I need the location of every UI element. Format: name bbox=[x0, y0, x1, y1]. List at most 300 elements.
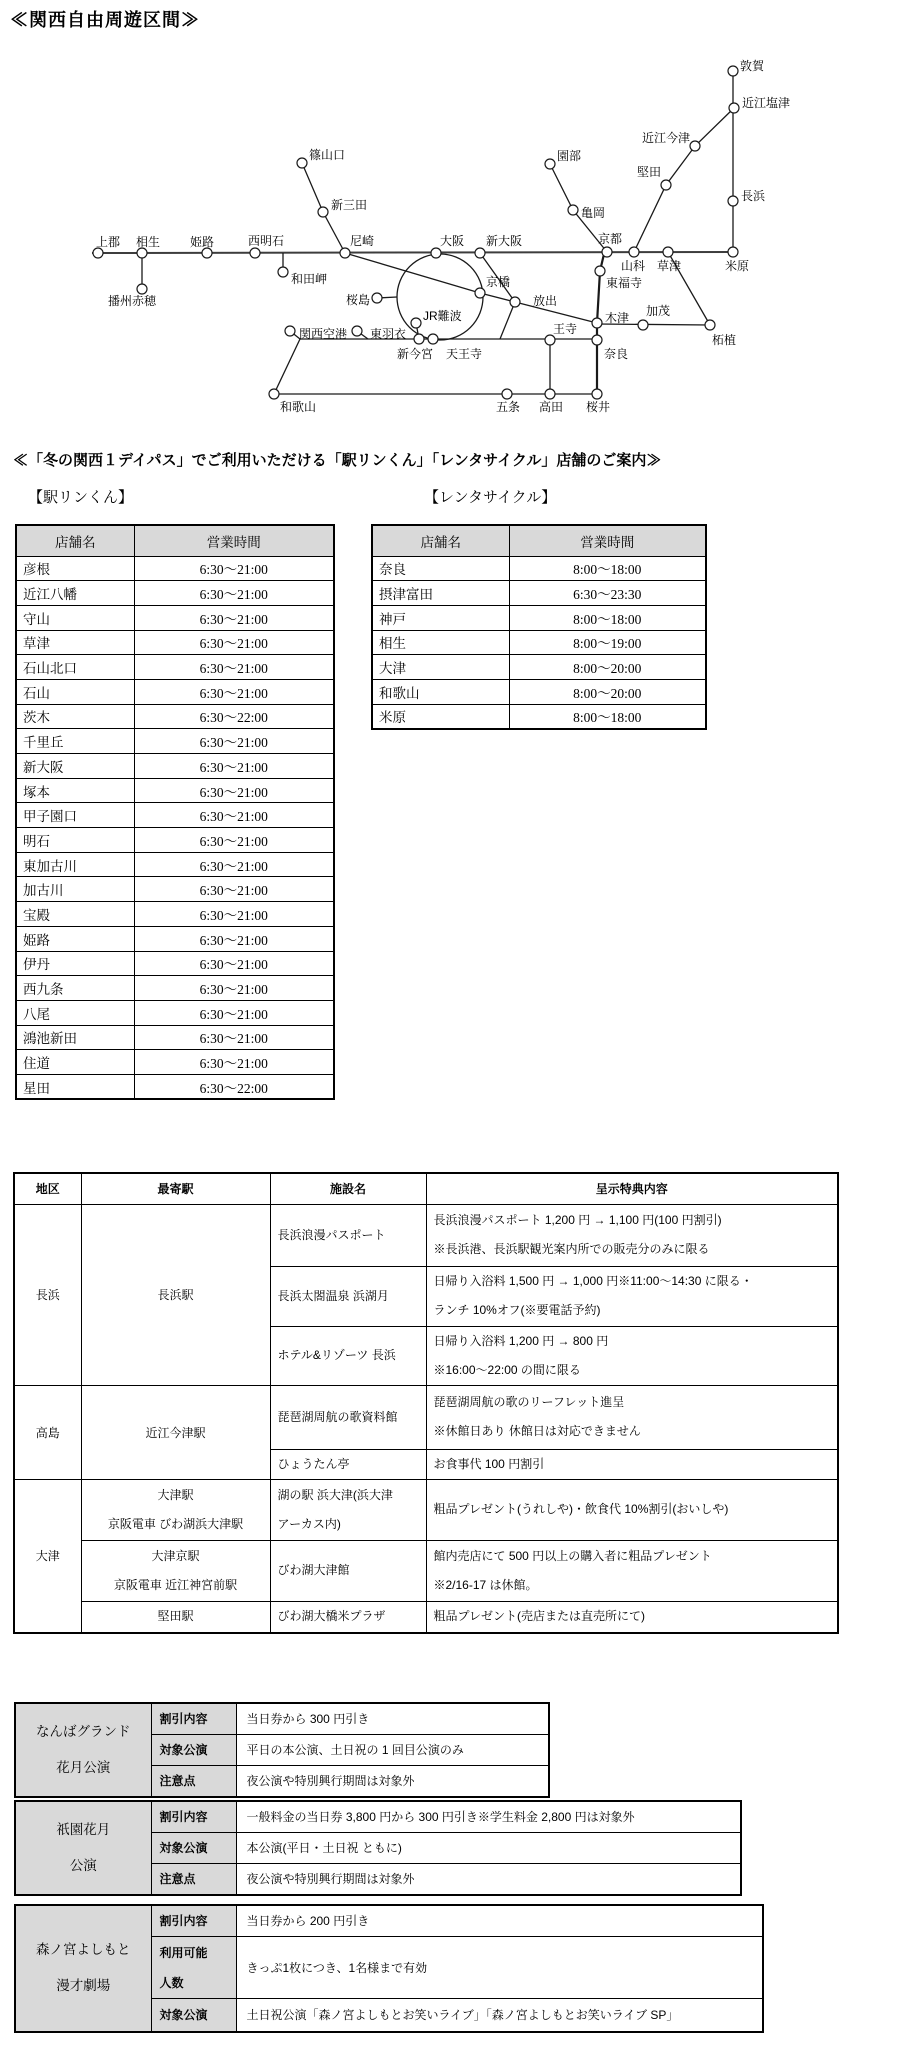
table-row bbox=[372, 605, 706, 630]
station-marker bbox=[602, 247, 612, 257]
facility-cell bbox=[270, 1601, 426, 1633]
station-label: 近江今津 bbox=[641, 131, 690, 145]
facility-cell bbox=[270, 1540, 426, 1601]
value-cell bbox=[236, 1905, 763, 1937]
district-cell: 長浜 bbox=[14, 1204, 81, 1385]
station-marker bbox=[728, 196, 738, 206]
text-line: 割引内容 bbox=[159, 1810, 208, 1824]
venue-label-cell bbox=[15, 1703, 151, 1797]
rail-line bbox=[634, 108, 734, 252]
station-marker bbox=[318, 207, 328, 217]
text-line: 京阪電車 近江神宮前駅 bbox=[113, 1577, 238, 1592]
table-row bbox=[372, 704, 706, 729]
section-title: ≪「冬の関西１デイパス」でご利用いただける「駅リンくん」「レンタサイクル」店舗のご案内≫ bbox=[13, 452, 662, 469]
table-cell: 6:30〜21:00 bbox=[134, 926, 334, 951]
table-cell: 姫路 bbox=[16, 926, 134, 951]
table-cell: 6:30〜21:00 bbox=[134, 581, 334, 606]
value-cell bbox=[236, 1766, 549, 1798]
table-cell: 6:30〜21:00 bbox=[134, 655, 334, 680]
station-marker bbox=[592, 389, 602, 399]
text-line: 夜公演や特別興行期間は対象外 bbox=[246, 1774, 415, 1788]
text-line: 本公演(平日・土日祝 ともに) bbox=[246, 1841, 402, 1855]
station-marker bbox=[475, 248, 485, 258]
benefit-cell bbox=[426, 1326, 838, 1385]
station-label: 園部 bbox=[557, 149, 582, 163]
station-marker bbox=[278, 267, 288, 277]
station-label: 篠山口 bbox=[309, 148, 346, 162]
table-row bbox=[16, 951, 334, 976]
benefit-cell bbox=[426, 1479, 838, 1540]
table-cell: 東加古川 bbox=[16, 852, 134, 877]
table-cell: 6:30〜21:00 bbox=[134, 729, 334, 754]
station-marker bbox=[728, 247, 738, 257]
key-cell bbox=[151, 1735, 236, 1766]
table-cell: 6:30〜21:00 bbox=[134, 556, 334, 581]
text-line: アーカス内) bbox=[277, 1516, 341, 1531]
value-cell bbox=[236, 1864, 741, 1896]
table-cell: 大津 bbox=[372, 655, 509, 680]
table-cell: 6:30〜21:00 bbox=[134, 754, 334, 779]
station-label: 大阪 bbox=[440, 234, 465, 248]
table-row bbox=[14, 1385, 838, 1449]
rail-line bbox=[480, 253, 515, 339]
facility-cell bbox=[270, 1385, 426, 1449]
station-label: 和歌山 bbox=[280, 400, 317, 414]
text-line: 大津駅 bbox=[157, 1487, 194, 1502]
table-cell: 6:30〜21:00 bbox=[134, 1000, 334, 1025]
table-cell: 6:30〜23:30 bbox=[509, 581, 706, 606]
station-label: 上郡 bbox=[96, 235, 121, 249]
district-cell: 大津 bbox=[14, 1479, 81, 1633]
table-row bbox=[16, 704, 334, 729]
text-line: 割引内容 bbox=[159, 1712, 208, 1726]
table-cell: 6:30〜21:00 bbox=[134, 902, 334, 927]
table-row bbox=[14, 1479, 838, 1540]
station-marker bbox=[545, 335, 555, 345]
text-line: 堅田駅 bbox=[157, 1609, 194, 1624]
station-cell bbox=[81, 1479, 270, 1540]
station-marker bbox=[502, 389, 512, 399]
text-line: 人数 bbox=[159, 1975, 184, 1990]
key-cell bbox=[151, 1864, 236, 1896]
benefit-cell bbox=[426, 1601, 838, 1633]
station-marker bbox=[638, 320, 648, 330]
text-line: 土日祝公演「森ノ宮よしもとお笑いライブ」「森ノ宮よしもとお笑いライブ SP」 bbox=[246, 2007, 679, 2022]
station-marker bbox=[137, 284, 147, 294]
table-cell: 6:30〜21:00 bbox=[134, 828, 334, 853]
table-cell: 6:30〜22:00 bbox=[134, 704, 334, 729]
station-label: 京都 bbox=[598, 232, 623, 246]
value-cell bbox=[236, 1735, 549, 1766]
table-row bbox=[16, 581, 334, 606]
text-line: ※休館日あり 休館日は対応できません bbox=[433, 1424, 641, 1438]
station-label: 高田 bbox=[539, 400, 564, 414]
station-label: 新大阪 bbox=[486, 234, 523, 248]
table-cell: 6:30〜21:00 bbox=[134, 1050, 334, 1075]
table-header-row bbox=[14, 1173, 838, 1204]
station-marker bbox=[595, 266, 605, 276]
station-label: 柘植 bbox=[712, 333, 737, 347]
table-cell: 8:00〜18:00 bbox=[509, 605, 706, 630]
text-line: 当日券から 200 円引き bbox=[246, 1914, 370, 1928]
text-line: 一般料金の当日券 3,800 円から 300 円引き※学生料金 2,800 円は対象外 bbox=[246, 1810, 635, 1824]
station-label: 米原 bbox=[725, 259, 750, 273]
table-row bbox=[16, 877, 334, 902]
station-label: 相生 bbox=[136, 235, 161, 249]
rail-line bbox=[274, 339, 300, 394]
key-cell bbox=[151, 1801, 236, 1833]
station-cell bbox=[81, 1540, 270, 1601]
station-label: 東羽衣 bbox=[370, 327, 407, 341]
station-label: 放出 bbox=[533, 294, 558, 308]
table-row bbox=[372, 581, 706, 606]
table-cell: 8:00〜20:00 bbox=[509, 655, 706, 680]
text-line: 湖の駅 浜大津(浜大津 bbox=[277, 1487, 393, 1502]
table-cell: 摂津富田 bbox=[372, 581, 509, 606]
station-marker bbox=[661, 180, 671, 190]
table-cell: 相生 bbox=[372, 630, 509, 655]
table-cell: 8:00〜18:00 bbox=[509, 556, 706, 581]
table-row bbox=[16, 754, 334, 779]
benefit-cell bbox=[426, 1540, 838, 1601]
station-marker bbox=[510, 297, 520, 307]
table-row bbox=[14, 1540, 838, 1601]
text-line: 割引内容 bbox=[159, 1914, 208, 1928]
text-line: 夜公演や特別興行期間は対象外 bbox=[246, 1872, 415, 1886]
rail-line bbox=[345, 253, 597, 323]
station-marker bbox=[728, 66, 738, 76]
station-label: 新今宮 bbox=[397, 347, 434, 361]
rail-map bbox=[0, 0, 920, 450]
table-cell: 6:30〜21:00 bbox=[134, 803, 334, 828]
text-line: 公演 bbox=[69, 1858, 97, 1873]
column-header: 店舗名 bbox=[16, 525, 134, 556]
station-label: 関西空港 bbox=[299, 327, 348, 341]
table-cell: 6:30〜21:00 bbox=[134, 852, 334, 877]
benefit-cell bbox=[426, 1385, 838, 1449]
station-marker bbox=[431, 248, 441, 258]
text-line: 祇園花月 bbox=[56, 1822, 111, 1837]
table-row bbox=[16, 1025, 334, 1050]
value-cell bbox=[236, 1999, 763, 2032]
text-line: なんばグランド bbox=[36, 1724, 131, 1739]
table-row bbox=[16, 679, 334, 704]
table-cell: 和歌山 bbox=[372, 679, 509, 704]
station-label: 木津 bbox=[605, 311, 630, 325]
table-row bbox=[14, 1601, 838, 1633]
gion-kagetsu-table bbox=[14, 1800, 742, 1896]
table-cell: 明石 bbox=[16, 828, 134, 853]
station-marker bbox=[475, 288, 485, 298]
text-line: 粗品プレゼント(売店または直売所にて) bbox=[433, 1609, 646, 1624]
district-cell: 高島 bbox=[14, 1385, 81, 1479]
station-label: 長浜 bbox=[741, 189, 766, 203]
table-cell: 甲子園口 bbox=[16, 803, 134, 828]
facility-cell bbox=[270, 1326, 426, 1385]
text-line: 対象公演 bbox=[159, 1743, 208, 1757]
benefit-cell bbox=[426, 1449, 838, 1479]
text-line: びわ湖大橋米プラザ bbox=[277, 1609, 386, 1624]
text-line: 長浜太閤温泉 浜湖月 bbox=[277, 1288, 389, 1303]
text-line: きっぷ1枚につき、1名様まで有効 bbox=[246, 1960, 428, 1975]
benefit-cell bbox=[426, 1266, 838, 1326]
table-cell: 6:30〜21:00 bbox=[134, 630, 334, 655]
text-line: 日帰り入浴料 1,500 円 → 1,000 円※11:00〜14:30 に限る・ bbox=[433, 1274, 753, 1288]
text-line: 日帰り入浴料 1,200 円 → 800 円 bbox=[433, 1333, 609, 1348]
station-label: 亀岡 bbox=[581, 206, 606, 220]
table-cell: 6:30〜21:00 bbox=[134, 605, 334, 630]
station-label: 山科 bbox=[621, 259, 646, 273]
station-label: 播州赤穂 bbox=[108, 294, 157, 308]
text-line: 京阪電車 びわ湖浜大津駅 bbox=[107, 1516, 244, 1531]
table-cell: 千里丘 bbox=[16, 729, 134, 754]
table-cell: 伊丹 bbox=[16, 951, 134, 976]
text-line: 当日券から 300 円引き bbox=[246, 1712, 370, 1726]
table-row bbox=[372, 556, 706, 581]
text-line: ※長浜港、長浜駅観光案内所での販売分のみに限る bbox=[433, 1242, 710, 1256]
station-marker bbox=[269, 389, 279, 399]
namba-grand-kagetsu-table bbox=[14, 1702, 550, 1798]
table-cell: 8:00〜18:00 bbox=[509, 704, 706, 729]
table-cell: 6:30〜22:00 bbox=[134, 1074, 334, 1099]
station-label: 新三田 bbox=[331, 198, 368, 212]
station-marker bbox=[93, 248, 103, 258]
station-label: 五条 bbox=[496, 400, 521, 414]
station-label: 天王寺 bbox=[446, 347, 483, 361]
rentacycle-heading: 【レンタサイクル】 bbox=[424, 490, 557, 506]
column-header: 営業時間 bbox=[134, 525, 334, 556]
table-cell: 星田 bbox=[16, 1074, 134, 1099]
station-label: 京橋 bbox=[486, 275, 511, 289]
text-line: 注意点 bbox=[159, 1872, 196, 1886]
text-line: ひょうたん亭 bbox=[277, 1456, 350, 1471]
table-row bbox=[16, 803, 334, 828]
table-row bbox=[16, 1050, 334, 1075]
column-header: 店舗名 bbox=[372, 525, 509, 556]
facility-cell bbox=[270, 1449, 426, 1479]
key-cell bbox=[151, 1905, 236, 1937]
table-row bbox=[15, 1801, 741, 1833]
table-cell: 住道 bbox=[16, 1050, 134, 1075]
table-cell: 西九条 bbox=[16, 976, 134, 1001]
table-row bbox=[16, 976, 334, 1001]
table-cell: 宝殿 bbox=[16, 902, 134, 927]
table-row bbox=[16, 1000, 334, 1025]
table-row bbox=[16, 655, 334, 680]
text-line: 森ノ宮よしもと bbox=[36, 1942, 131, 1958]
key-cell bbox=[151, 1766, 236, 1798]
facility-cell bbox=[270, 1204, 426, 1266]
table-cell: 6:30〜21:00 bbox=[134, 778, 334, 803]
table-cell: 守山 bbox=[16, 605, 134, 630]
station-marker bbox=[428, 334, 438, 344]
station-marker bbox=[297, 158, 307, 168]
station-marker bbox=[705, 320, 715, 330]
table-row bbox=[16, 828, 334, 853]
station-label: 東福寺 bbox=[606, 276, 643, 290]
table-cell: 彦根 bbox=[16, 556, 134, 581]
station-marker bbox=[285, 326, 295, 336]
table-cell: 茨木 bbox=[16, 704, 134, 729]
text-line: お食事代 100 円割引 bbox=[433, 1456, 545, 1471]
table-cell: 神戸 bbox=[372, 605, 509, 630]
column-header: 地区 bbox=[14, 1173, 81, 1204]
table-row bbox=[16, 729, 334, 754]
table-row bbox=[16, 556, 334, 581]
morinomiya-yoshimoto-table bbox=[14, 1904, 764, 2033]
station-marker bbox=[340, 248, 350, 258]
value-cell bbox=[236, 1833, 741, 1864]
text-line: 花月公演 bbox=[56, 1760, 111, 1775]
table-cell: 6:30〜21:00 bbox=[134, 1025, 334, 1050]
table-row bbox=[16, 778, 334, 803]
table-body bbox=[372, 556, 706, 729]
station-label: 桜井 bbox=[586, 400, 611, 414]
station-marker bbox=[352, 326, 362, 336]
station-label: 加茂 bbox=[646, 304, 671, 318]
station-label: 王寺 bbox=[553, 322, 578, 336]
table-body bbox=[16, 556, 334, 1099]
page-title: ≪関西自由周遊区間≫ bbox=[10, 10, 200, 30]
station-label: 近江塩津 bbox=[742, 96, 791, 110]
table-cell: 6:30〜21:00 bbox=[134, 951, 334, 976]
value-cell bbox=[236, 1801, 741, 1833]
text-line: 対象公演 bbox=[159, 1841, 208, 1855]
table-row bbox=[372, 679, 706, 704]
station-marker bbox=[729, 103, 739, 113]
text-line: 粗品プレゼント(うれしや)・飲食代 10%割引(おいしや) bbox=[433, 1502, 729, 1516]
text-line: 注意点 bbox=[159, 1774, 196, 1788]
station-marker bbox=[414, 334, 424, 344]
rentacycle-table bbox=[371, 524, 707, 730]
table-cell: 八尾 bbox=[16, 1000, 134, 1025]
column-header: 営業時間 bbox=[509, 525, 706, 556]
venue-label-cell bbox=[15, 1801, 151, 1895]
table-cell: 石山北口 bbox=[16, 655, 134, 680]
station-marker bbox=[372, 293, 382, 303]
table-row bbox=[16, 630, 334, 655]
table-row bbox=[14, 1204, 838, 1266]
table-row bbox=[16, 1074, 334, 1099]
rail-line bbox=[597, 254, 604, 323]
station-marker bbox=[202, 248, 212, 258]
table-row bbox=[16, 902, 334, 927]
station-label: 奈良 bbox=[604, 347, 629, 361]
text-line: ※16:00〜22:00 の間に限る bbox=[433, 1362, 581, 1377]
table-row bbox=[16, 926, 334, 951]
station-marker bbox=[250, 248, 260, 258]
text-line: 平日の本公演、土日祝の 1 回目公演のみ bbox=[246, 1743, 464, 1757]
table-cell: 奈良 bbox=[372, 556, 509, 581]
table-cell: 石山 bbox=[16, 679, 134, 704]
station-marker bbox=[411, 318, 421, 328]
column-header: 呈示特典内容 bbox=[426, 1173, 838, 1204]
ekirin-table bbox=[15, 524, 335, 1100]
text-line: ランチ 10%オフ(※要電話予約) bbox=[433, 1303, 601, 1317]
text-line: 漫才劇場 bbox=[56, 1978, 111, 1994]
facility-cell bbox=[270, 1266, 426, 1326]
text-line: 琵琶湖周航の歌のリーフレット進呈 bbox=[433, 1395, 625, 1409]
table-header-row bbox=[372, 525, 706, 556]
key-cell bbox=[151, 1937, 236, 1999]
table-row bbox=[15, 1905, 763, 1937]
station-label: 姫路 bbox=[190, 235, 215, 249]
benefit-cell bbox=[426, 1204, 838, 1266]
table-row bbox=[16, 605, 334, 630]
text-line: 長浜浪漫パスポート bbox=[277, 1227, 386, 1242]
value-cell bbox=[236, 1703, 549, 1735]
station-marker bbox=[545, 389, 555, 399]
text-line: 対象公演 bbox=[159, 2007, 208, 2022]
station-marker bbox=[568, 205, 578, 215]
key-cell bbox=[151, 1999, 236, 2032]
text-line: 長浜浪漫パスポート 1,200 円 → 1,100 円(100 円割引) bbox=[433, 1213, 722, 1227]
station-label: 尼崎 bbox=[350, 234, 375, 248]
benefits-table bbox=[13, 1172, 839, 1634]
table-cell: 米原 bbox=[372, 704, 509, 729]
text-line: びわ湖大津館 bbox=[277, 1563, 350, 1577]
station-marker bbox=[629, 247, 639, 257]
station-marker bbox=[690, 141, 700, 151]
table-cell: 8:00〜19:00 bbox=[509, 630, 706, 655]
station-marker bbox=[592, 318, 602, 328]
table-cell: 近江八幡 bbox=[16, 581, 134, 606]
station-marker bbox=[545, 159, 555, 169]
text-line: 大津京駅 bbox=[151, 1548, 200, 1563]
column-header: 施設名 bbox=[270, 1173, 426, 1204]
table-cell: 6:30〜21:00 bbox=[134, 976, 334, 1001]
text-line: ※2/16-17 は休館。 bbox=[433, 1577, 538, 1592]
table-cell: 新大阪 bbox=[16, 754, 134, 779]
key-cell bbox=[151, 1703, 236, 1735]
table-row bbox=[372, 630, 706, 655]
venue-label-cell bbox=[15, 1905, 151, 2032]
column-header: 最寄駅 bbox=[81, 1173, 270, 1204]
table-cell: 草津 bbox=[16, 630, 134, 655]
station-cell: 近江今津駅 bbox=[81, 1385, 270, 1479]
table-cell: 8:00〜20:00 bbox=[509, 679, 706, 704]
station-marker bbox=[663, 247, 673, 257]
station-label: 和田岬 bbox=[291, 272, 328, 286]
table-row bbox=[372, 655, 706, 680]
station-marker bbox=[137, 248, 147, 258]
osaka-loop-line bbox=[397, 254, 483, 340]
station-label: 堅田 bbox=[637, 165, 662, 179]
key-cell bbox=[151, 1833, 236, 1864]
ekirin-heading: 【駅リンくん】 bbox=[28, 490, 134, 506]
station-marker bbox=[592, 335, 602, 345]
table-cell: 加古川 bbox=[16, 877, 134, 902]
station-label: 草津 bbox=[657, 259, 682, 273]
table-row bbox=[15, 1703, 549, 1735]
table-cell: 鴻池新田 bbox=[16, 1025, 134, 1050]
table-header-row bbox=[16, 525, 334, 556]
station-cell: 長浜駅 bbox=[81, 1204, 270, 1385]
station-label: 西明石 bbox=[248, 234, 285, 248]
text-line: 琵琶湖周航の歌資料館 bbox=[277, 1409, 398, 1424]
station-label: JR難波 bbox=[423, 309, 462, 323]
value-cell bbox=[236, 1937, 763, 1999]
text-line: 館内売店にて 500 円以上の購入者に粗品プレゼント bbox=[433, 1548, 712, 1563]
text-line: ホテル&リゾーツ 長浜 bbox=[277, 1348, 396, 1362]
table-cell: 6:30〜21:00 bbox=[134, 679, 334, 704]
station-label: 敦賀 bbox=[740, 59, 765, 73]
station-label: 桜島 bbox=[345, 293, 370, 307]
station-cell bbox=[81, 1601, 270, 1633]
text-line: 利用可能 bbox=[159, 1945, 208, 1960]
table-cell: 塚本 bbox=[16, 778, 134, 803]
table-cell: 6:30〜21:00 bbox=[134, 877, 334, 902]
